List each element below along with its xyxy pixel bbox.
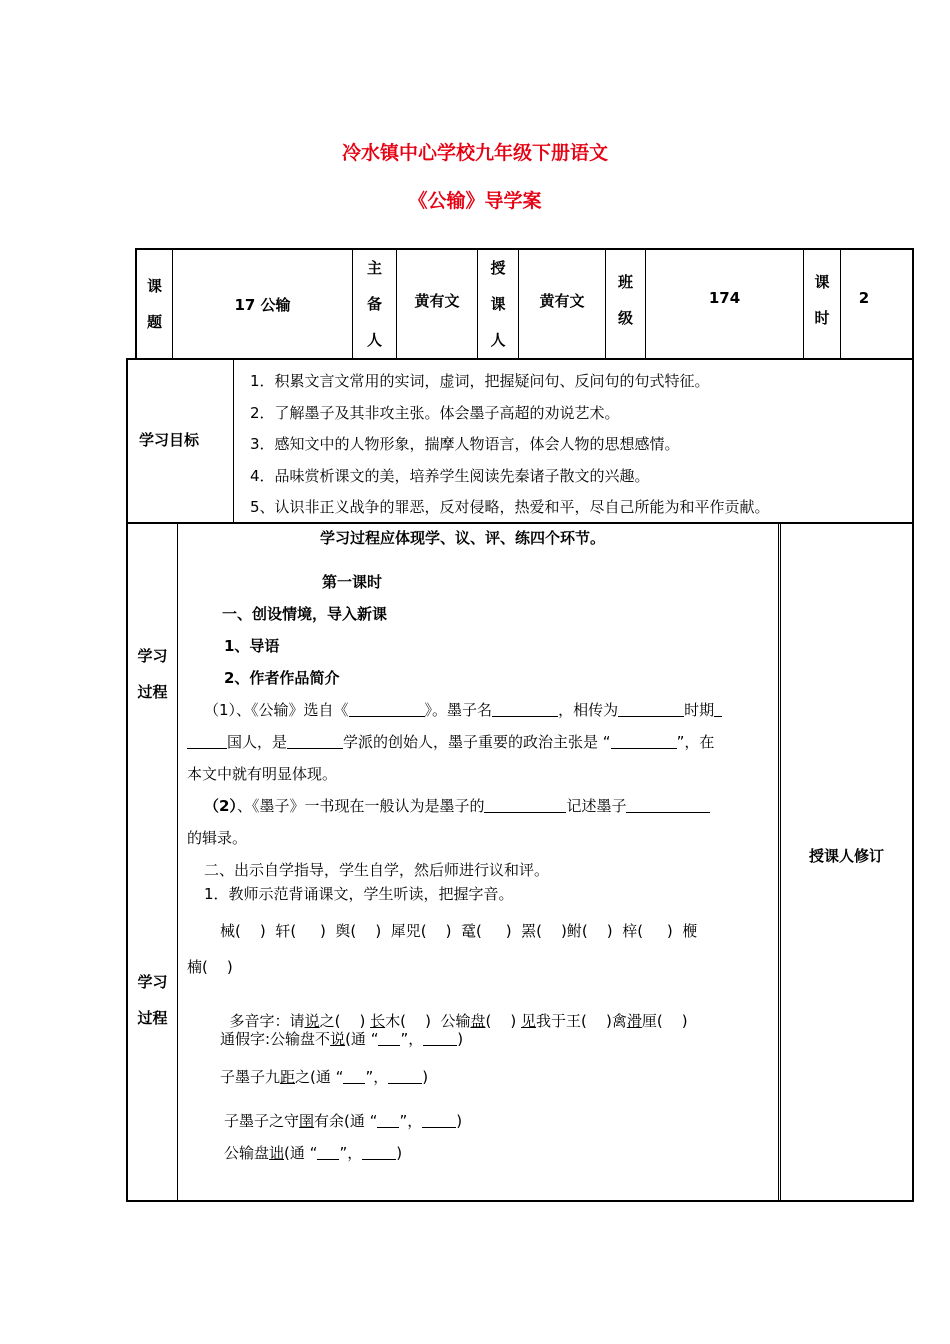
- label-topic: 课 题: [146, 277, 162, 331]
- sub-heading: 1、导语: [224, 637, 280, 655]
- teacher-value: 黄有文: [539, 291, 585, 310]
- question-1: （1）、《公输》选自《 》。墨子名 ，相传为 时期: [204, 699, 722, 720]
- step-1: 1．教师示范背诵课文，学生听读，把握字音。: [204, 885, 514, 903]
- pronunciation-line: 械( ) 轩( ) 舆( ) 犀兕( ) 鼋( ) 罴( )鲋( ) 梓( ) 楩: [220, 922, 698, 940]
- label-hours: 课 时: [814, 273, 830, 327]
- tongjia-line: 公输盘诎(通 “ ”， ): [224, 1144, 403, 1162]
- hours-value: 2: [858, 289, 870, 307]
- document-title: 冷水镇中心学校九年级下册语文: [341, 142, 608, 164]
- tongjia-line: 子墨子九距之(通 “ ”， ): [220, 1068, 429, 1086]
- objective-item: 1．积累文言文常用的实词，虚词，把握疑问句、反问句的句式特征。: [250, 372, 710, 390]
- process-label: 学习 过程: [137, 647, 168, 701]
- objective-item: 2．了解墨子及其非攻主张。体会墨子高超的劝说艺术。: [250, 403, 620, 422]
- section-2: 二、出示自学指导，学生自学，然后师进行议和评。: [204, 861, 550, 879]
- objectives-list: [250, 370, 910, 528]
- document-subtitle: 《公输》导学案: [408, 190, 542, 212]
- objective-item: 4．品味赏析课文的美，培养学生阅读先秦诸子散文的兴趣。: [250, 466, 650, 485]
- label-teacher: 授 课 人: [490, 259, 506, 349]
- question-1-cont: 本文中就有明显体现。: [187, 765, 338, 783]
- polyphone-line: 多音字：请说之( ) 长木( ) 公输盘( ) 见我于王( )禽滑厘( ): [229, 1012, 688, 1030]
- label-preparer: 主 备 人: [366, 259, 382, 349]
- pronunciation-line: 楠( ): [187, 958, 233, 976]
- objectives-label: 学习目标: [138, 430, 199, 449]
- objective-item: 3．感知文中的人物形象，揣摩人物语言，体会人物的思想感情。: [250, 435, 680, 453]
- topic-value: 17 公输: [234, 295, 291, 314]
- question-2-cont: 的辑录。: [187, 829, 248, 847]
- label-class: 班 级: [617, 273, 633, 327]
- revision-label: 授课人修订: [808, 846, 884, 865]
- preparer-value: 黄有文: [414, 291, 460, 310]
- tongjia-line: 子墨子之守圉有余(通 “ ”， ): [224, 1112, 463, 1130]
- section-heading: 一、创设情境，导入新课: [222, 605, 388, 623]
- lesson-heading: 第一课时: [322, 573, 383, 591]
- class-value: 174: [708, 289, 741, 307]
- process-intro: 学习过程应体现学、议、评、练四个环节。: [320, 529, 606, 547]
- question-2: （2）、《墨子》一书现在一般认为是墨子的 记述墨子: [204, 795, 710, 816]
- process-label: 学习 过程: [137, 973, 168, 1027]
- question-1-cont: 国人，是 学派的创始人，墨子重要的政治主张是 “ ”，在: [187, 731, 714, 752]
- objective-item: 5、认识非正义战争的罪恶，反对侵略，热爱和平，尽自己所能为和平作贡献。: [250, 498, 770, 516]
- sub-heading: 2、作者作品简介: [224, 669, 340, 687]
- tongjia-line: 通假字:公输盘不说(通 “ ”， ): [220, 1030, 464, 1048]
